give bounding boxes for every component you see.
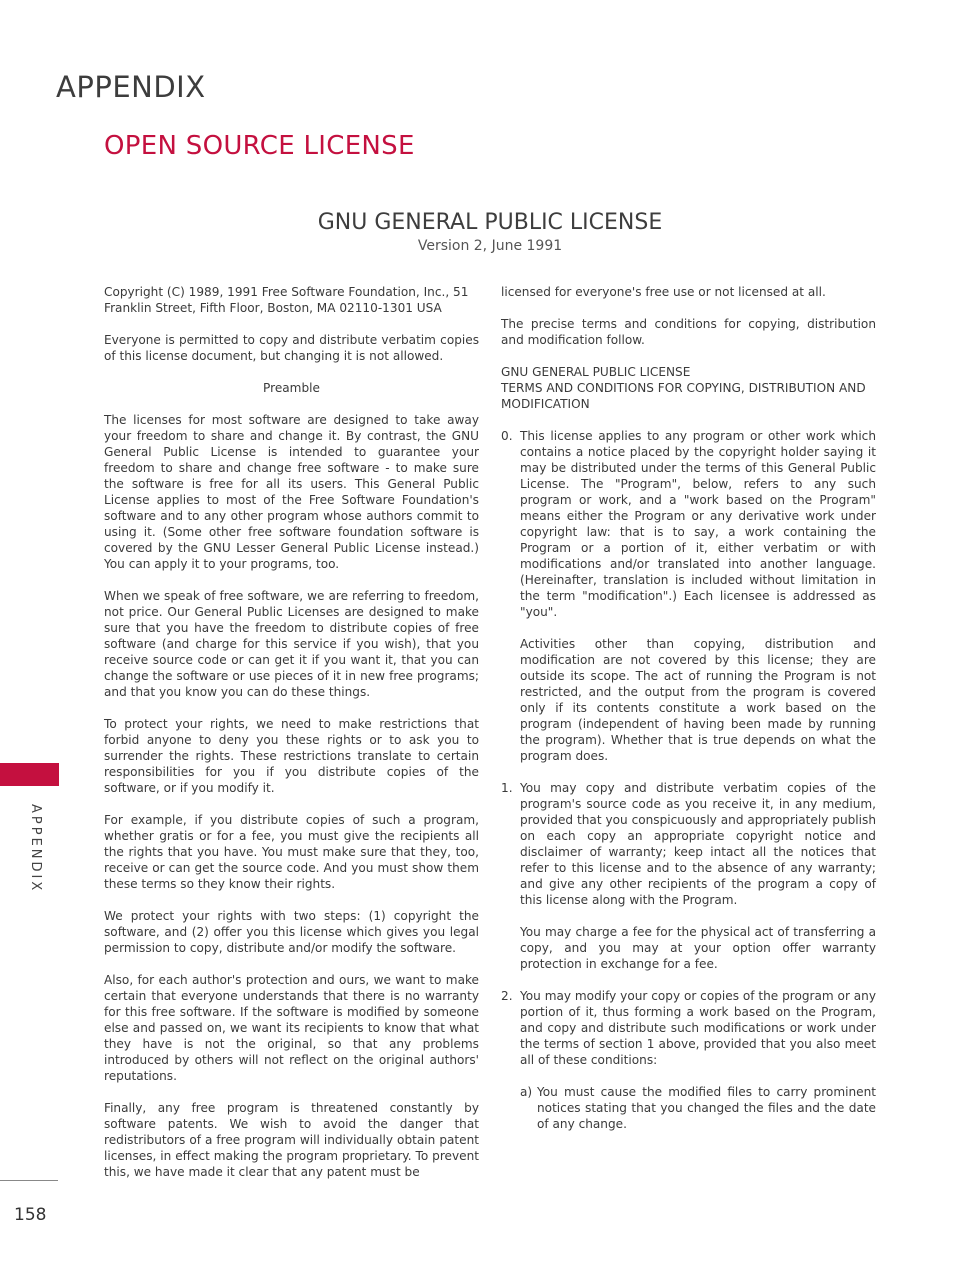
body-paragraph: licensed for everyone's free use or not licensed at all. [501,285,826,299]
footer-divider [0,1180,58,1181]
sidebar-label: APPENDIX [28,804,43,894]
license-version: Version 2, June 1991 [417,238,563,254]
item-number: 0. [501,429,513,443]
list-item [501,988,876,1068]
list-item [501,428,876,764]
terms-heading-line: TERMS AND CONDITIONS FOR COPYING, DISTRIBUTION AND MODIFICATION [501,381,866,411]
terms-heading [501,364,876,412]
license-title: GNU GENERAL PUBLIC LICENSE [317,210,663,235]
item-number: 1. [501,781,513,795]
item-paragraph: You may copy and distribute verbatim copies of the program's source code as you receive it, in any medium, provided that you conspicuously and appropriately publish on each copy an appropriate copyright notice and disclaimer of warranty; keep intact all the notices that refer to this license and to the absence of any warranty; and give any other recipients of the program a copy of this license along with the Program. [520,781,876,907]
appendix-title: APPENDIX [56,70,206,104]
list-item [501,780,876,972]
sidebar-accent-bar [0,763,59,786]
subitem-letter: a) [520,1085,533,1099]
body-paragraph: Finally, any free program is threatened constantly by software patents. We wish to avoid the danger that redistributors of a free program will individually obtain patent licenses, in effect making the program proprietary. To prevent this, we have made it clear that any patent must be [104,1101,479,1179]
body-paragraph: We protect your rights with two steps: (1) copyright the software, and (2) offer you this license which gives you legal permission to copy, distribute and/or modify the software. [104,909,479,955]
item-number: 2. [501,989,513,1003]
item-paragraph: You may charge a fee for the physical act of transferring a copy, and you may at your option offer warranty protection in exchange for a fee. [520,925,876,971]
body-paragraph: To protect your rights, we need to make restrictions that forbid anyone to deny you these rights or to ask you to surrender the rights. These restrictions translate to certain responsibilities for you if you distribute copies of the software, or if you modify it. [104,717,479,795]
item-paragraph: Activities other than copying, distribution and modification are not covered by this license; they are outside its scope. The act of running the Program is not restricted, and the output from the program is covered only if its contents constitute a work based on the program (independent of having been made by running the program). Whether that is true depends on what the program does. [520,637,876,763]
body-paragraph: For example, if you distribute copies of such a program, whether gratis or for a fee, you must give the recipients all the rights that you have. You must make sure that they, too, receive or can get the source code. And you must show them these terms so they know their rights. [104,813,479,891]
page-number: 158 [14,1205,47,1225]
item-paragraph: You may modify your copy or copies of the program or any portion of it, thus forming a work based on the Program, and copy and distribute such modifications or work under the terms of section 1 above, provided that you also meet all of these conditions: [520,989,876,1067]
section-title: OPEN SOURCE LICENSE [104,131,415,161]
right-column [501,284,876,1148]
preamble-heading: Preamble [263,381,320,395]
body-paragraph: Also, for each author's protection and ours, we want to make certain that everyone understands that there is no warranty for this free software. If the software is modified by someone else and passed on, we want its recipients to know that what they have is not the original, so that any problems introduced by others will not reflect on the original authors' reputations. [104,973,479,1083]
terms-heading-line: GNU GENERAL PUBLIC LICENSE [501,365,691,379]
body-paragraph: The licenses for most software are designed to take away your freedom to share and change it. By contrast, the GNU General Public License is intended to guarantee your freedom to share and change free software - to make sure the software is free for all its users. This General Public License applies to most of the Free Software Foundation's software and to any other program whose authors commit to using it. (Some other free software foundation software is covered by the GNU Lesser General Public License instead.) You can apply it to your programs, too. [104,413,479,571]
left-column [104,284,479,1196]
license-heading [104,208,876,254]
permission-paragraph: Everyone is permitted to copy and distribute verbatim copies of this license document, but changing it is not allowed. [104,333,479,363]
sub-list-item [501,1084,876,1132]
copyright-paragraph: Copyright (C) 1989, 1991 Free Software Foundation, Inc., 51 Franklin Street, Fifth Floor, Boston, MA 02110-1301 USA [104,285,469,315]
body-paragraph: The precise terms and conditions for copying, distribution and modification follow. [501,317,876,347]
body-paragraph: When we speak of free software, we are referring to freedom, not price. Our General Public Licenses are designed to make sure that you have the freedom to distribute copies of free software (and charge for this service if you wish), that you receive source code or can get it if you want it, that you can change the software or use pieces of it in new free programs; and that you know you can do these things. [104,589,479,699]
item-paragraph: This license applies to any program or other work which contains a notice placed by the copyright holder saying it may be distributed under the terms of this General Public License. The "Program", below, refers to any such program or work, and a "work based on the Program" means either the Program or any derivative work under copyright law: that is to say, a work containing the Program or a portion of it, either verbatim or with modifications and/or translated into another language. (Hereinafter, translation is included without limitation in the term "modification".) Each licensee is addressed as "you". [520,429,876,619]
subitem-paragraph: You must cause the modified files to carry prominent notices stating that you changed the files and the date of any change. [537,1085,876,1131]
